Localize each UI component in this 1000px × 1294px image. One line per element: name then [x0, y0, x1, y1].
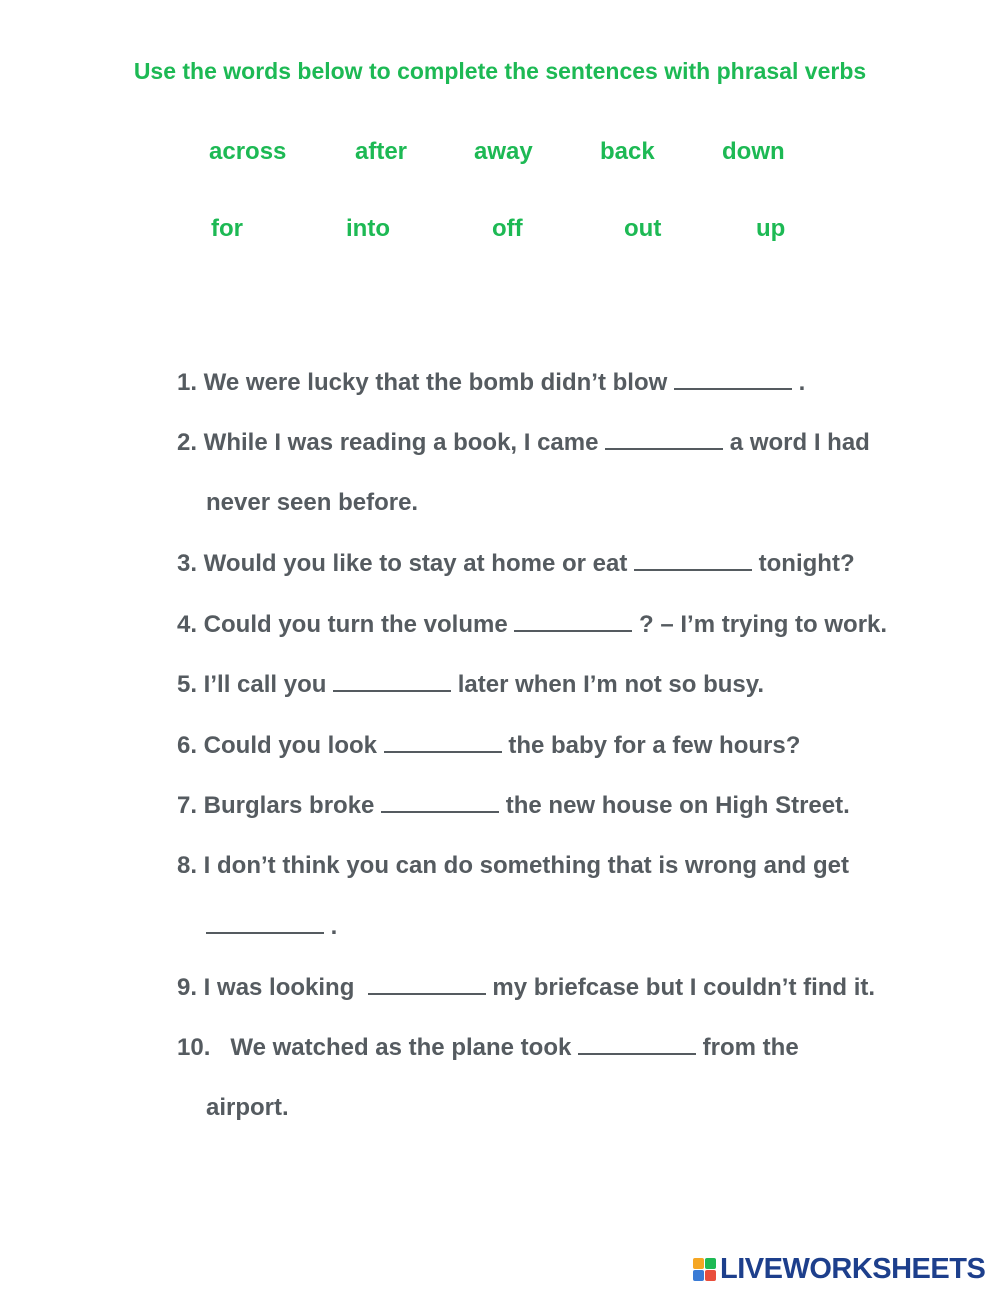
sentence-7	[177, 791, 850, 820]
word-bank-item: up	[756, 215, 786, 242]
sentence-text: the baby for a few hours?	[501, 732, 801, 759]
sentence-text: my briefcase but I couldn’t find it.	[485, 974, 876, 1001]
word-bank-item: back	[600, 138, 655, 165]
sentence-2	[177, 428, 870, 457]
sentence-text: from the	[696, 1034, 799, 1061]
sentence-3	[177, 549, 855, 578]
sentence-text: 5. I’ll call you	[177, 671, 334, 698]
sentence-text: 2. While I was reading a book, I came	[177, 429, 606, 456]
word-bank-item: after	[355, 138, 408, 165]
word-bank-item: out	[624, 215, 662, 242]
word-bank-item: into	[346, 215, 390, 242]
answer-blank-3[interactable]	[634, 549, 752, 571]
sentence-text: later when I’m not so busy.	[451, 671, 764, 698]
sentence-text: 1. We were lucky that the bomb didn’t blow	[177, 369, 674, 396]
answer-blank-2[interactable]	[605, 428, 723, 450]
sentence-text: tonight?	[751, 550, 855, 577]
logo-square	[705, 1270, 716, 1281]
instructions-heading: Use the words below to complete the sentences with phrasal verbs	[133, 58, 867, 84]
sentence-4	[177, 610, 887, 639]
word-bank-item: away	[474, 138, 533, 165]
sentence-text: 6. Could you look	[177, 732, 384, 759]
sentence-10-continuation: airport.	[206, 1094, 289, 1121]
liveworksheets-logo	[693, 1254, 985, 1284]
sentence-text: the new house on High Street.	[499, 792, 850, 819]
answer-blank-1[interactable]	[674, 368, 792, 390]
sentence-text: 7. Burglars broke	[177, 792, 382, 819]
sentence-text: 10. We watched as the plane took	[177, 1034, 579, 1061]
answer-blank-5[interactable]	[333, 670, 451, 692]
sentence-1	[177, 368, 805, 397]
answer-blank-6[interactable]	[384, 731, 502, 753]
answer-blank-10[interactable]	[578, 1033, 696, 1055]
sentence-5	[177, 670, 764, 699]
logo-square	[693, 1270, 704, 1281]
answer-blank-7[interactable]	[381, 791, 499, 813]
logo-text: LIVEWORKSHEETS	[720, 1252, 986, 1285]
logo-square	[693, 1258, 704, 1269]
answer-blank-8[interactable]	[206, 912, 324, 934]
sentence-10	[177, 1033, 799, 1062]
sentence-text: a word I had	[723, 429, 870, 456]
answer-blank-9[interactable]	[368, 973, 486, 995]
answer-blank-4[interactable]	[514, 610, 632, 632]
sentence-text: 4. Could you turn the volume	[177, 611, 515, 638]
logo-square	[705, 1258, 716, 1269]
sentence-text: ? – I’m trying to work.	[632, 611, 888, 638]
word-bank-item: down	[722, 138, 785, 165]
sentence-text: 3. Would you like to stay at home or eat	[177, 550, 634, 577]
sentence-text: .	[324, 913, 338, 940]
sentence-2-continuation: never seen before.	[206, 489, 419, 516]
sentence-9	[177, 973, 875, 1002]
logo-icon	[693, 1258, 716, 1281]
word-bank-item: across	[209, 138, 287, 165]
sentence-8: 8. I don’t think you can do something that is wrong and get	[177, 852, 850, 879]
sentence-8-continuation	[206, 912, 337, 941]
sentence-text: 9. I was looking	[177, 974, 368, 1001]
sentence-text: .	[791, 369, 806, 396]
word-bank-item: for	[211, 215, 243, 242]
sentence-6	[177, 731, 800, 760]
word-bank-item: off	[492, 215, 523, 242]
